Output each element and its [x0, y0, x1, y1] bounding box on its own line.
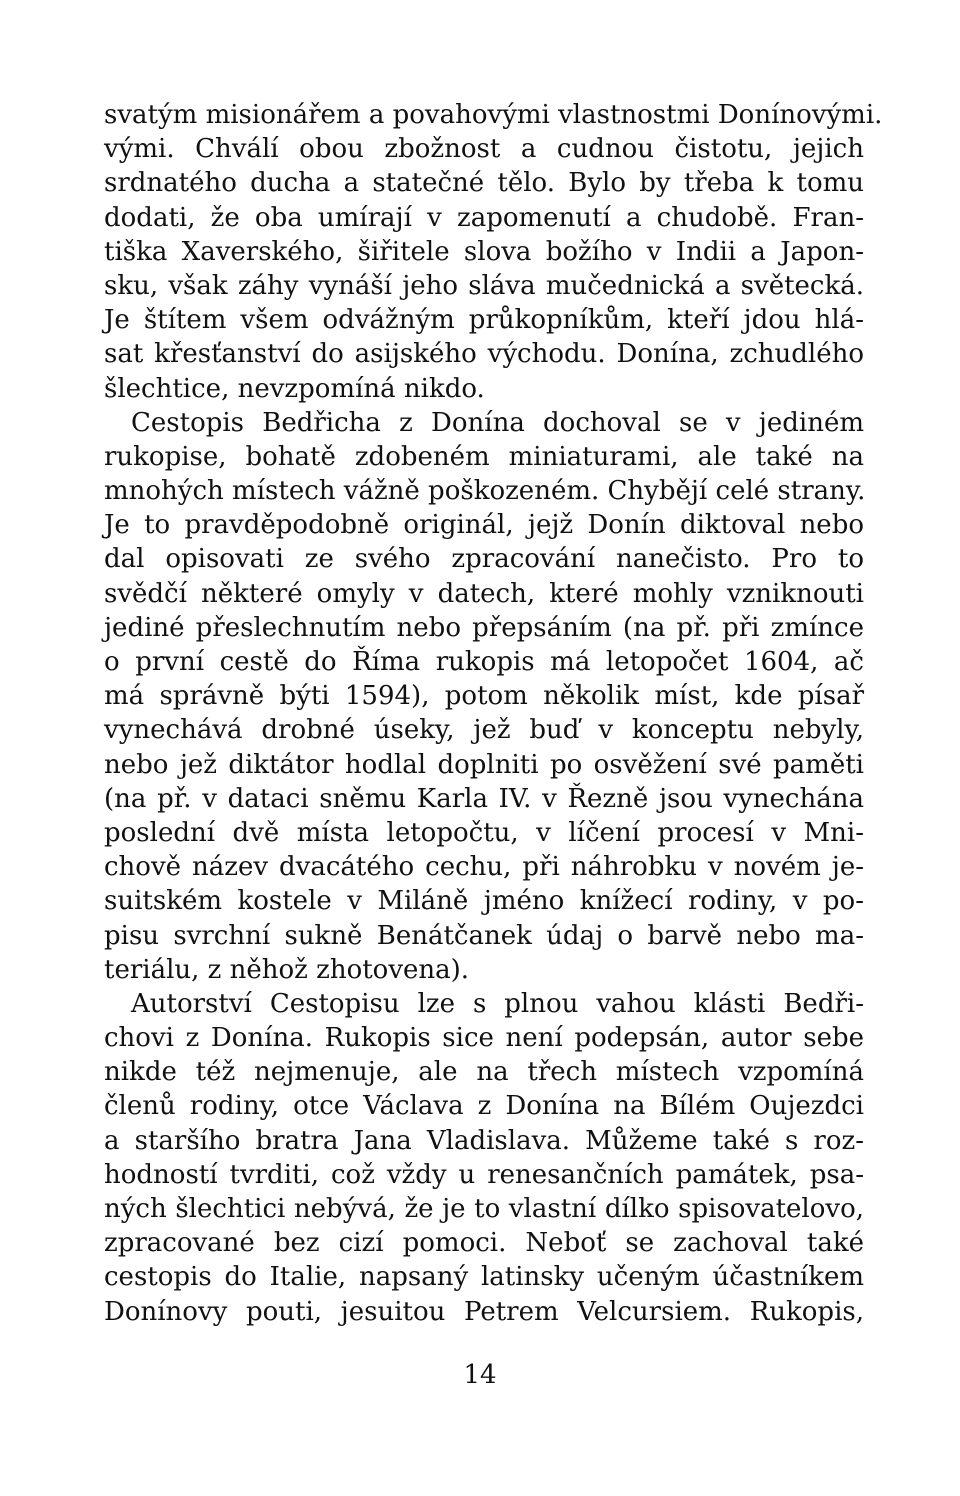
text-line: chovi z Donína. Rukopis sice není podepsán, autor sebe [104, 1023, 864, 1054]
text-line: pisu svrchní sukně Benátčanek údaj o barvě nebo ma- [104, 920, 864, 951]
text-line: suitském kostele v Miláně jméno knížecí rodiny, v po- [104, 886, 864, 917]
text-line: ných šlechtici nebývá, že je to vlastní dílko spisovatelovo, [104, 1194, 864, 1224]
text-line: (na př. v dataci sněmu Karla IV. v Řezně jsou vynechána [104, 783, 864, 814]
text-line: Donínovy pouti, jesuitou Petrem Velcursiem. Rukopis, [104, 1296, 864, 1327]
text-line: zpracované bez cizí pomoci. Neboť se zachoval také [104, 1228, 864, 1259]
text-line: Je to pravděpodobně originál, jejž Donín diktoval nebo [104, 510, 864, 541]
text-line: jediné přeslechnutím nebo přepsáním (na př. při zmínce [104, 612, 864, 643]
page-number: 14 [463, 1360, 497, 1390]
text-line: mnohých místech vážně poškozeném. Chybějí celé strany. [104, 476, 866, 507]
text-line: nebo jež diktátor hodlal doplniti po osvěžení své paměti [104, 749, 864, 780]
text-line: šlechtice, nevzpomíná nikdo. [104, 373, 485, 404]
text-line: Cestopis Bedřicha z Donína dochoval se v jediném [131, 407, 864, 438]
text-line: svatým misionářem a povahovými vlastnostmi Donínovými. [104, 100, 883, 130]
text-line: cestopis do Italie, napsaný latinsky učeným účastníkem [104, 1262, 864, 1293]
text-line: srdnatého ducha a statečné tělo. Bylo by třeba k tomu [104, 168, 864, 199]
text-line: sku, však záhy vynáší jeho sláva mučednická a světecká. [104, 270, 864, 301]
text-line: chově název dvacátého cechu, při náhrobku v novém je- [104, 852, 864, 883]
text-line: a staršího bratra Jana Vladislava. Můžeme také s roz- [104, 1125, 864, 1156]
text-line: vými. Chválí obou zbožnost a cudnou čistotu, jejich [104, 134, 864, 165]
text-line: členů rodiny, otce Václava z Donína na Bílém Oujezdci [104, 1091, 864, 1122]
text-line: rukopise, bohatě zdobeném miniaturami, ale také na [104, 441, 864, 472]
text-line: Autorství Cestopisu lze s plnou vahou klásti Bedři- [131, 988, 864, 1019]
text-line: sat křesťanství do asijského východu. Donína, zchudlého [104, 339, 864, 370]
text-line: dodati, že oba umírají v zapomenutí a chudobě. Fran- [104, 202, 864, 233]
text-line: svědčí některé omyly v datech, které mohly vzniknouti [104, 578, 864, 609]
text-line: má správně býti 1594), potom několik míst, kde písař [104, 681, 864, 712]
text-line: nikde též nejmenuje, ale na třech místech vzpomíná [104, 1057, 864, 1088]
page-body-text [104, 98, 883, 1329]
text-line: teriálu, z něhož zhotovena). [104, 954, 470, 985]
text-line: o první cestě do Říma rukopis má letopočet 1604, ač [104, 647, 864, 677]
text-line: dal opisovati ze svého zpracování nanečisto. Pro to [104, 544, 864, 575]
text-line: hodností tvrditi, což vždy u renesančních památek, psa- [104, 1159, 864, 1190]
text-line: tiška Xaverského, šiřitele slova božího v Indii a Japon- [104, 236, 864, 267]
text-line: vynechává drobné úseky, jež buď v konceptu nebyly, [104, 715, 864, 746]
text-line: poslední dvě místa letopočtu, v líčení procesí v Mni- [104, 817, 864, 848]
text-line: Je štítem všem odvážným průkopníkům, kteří jdou hlá- [104, 305, 864, 336]
